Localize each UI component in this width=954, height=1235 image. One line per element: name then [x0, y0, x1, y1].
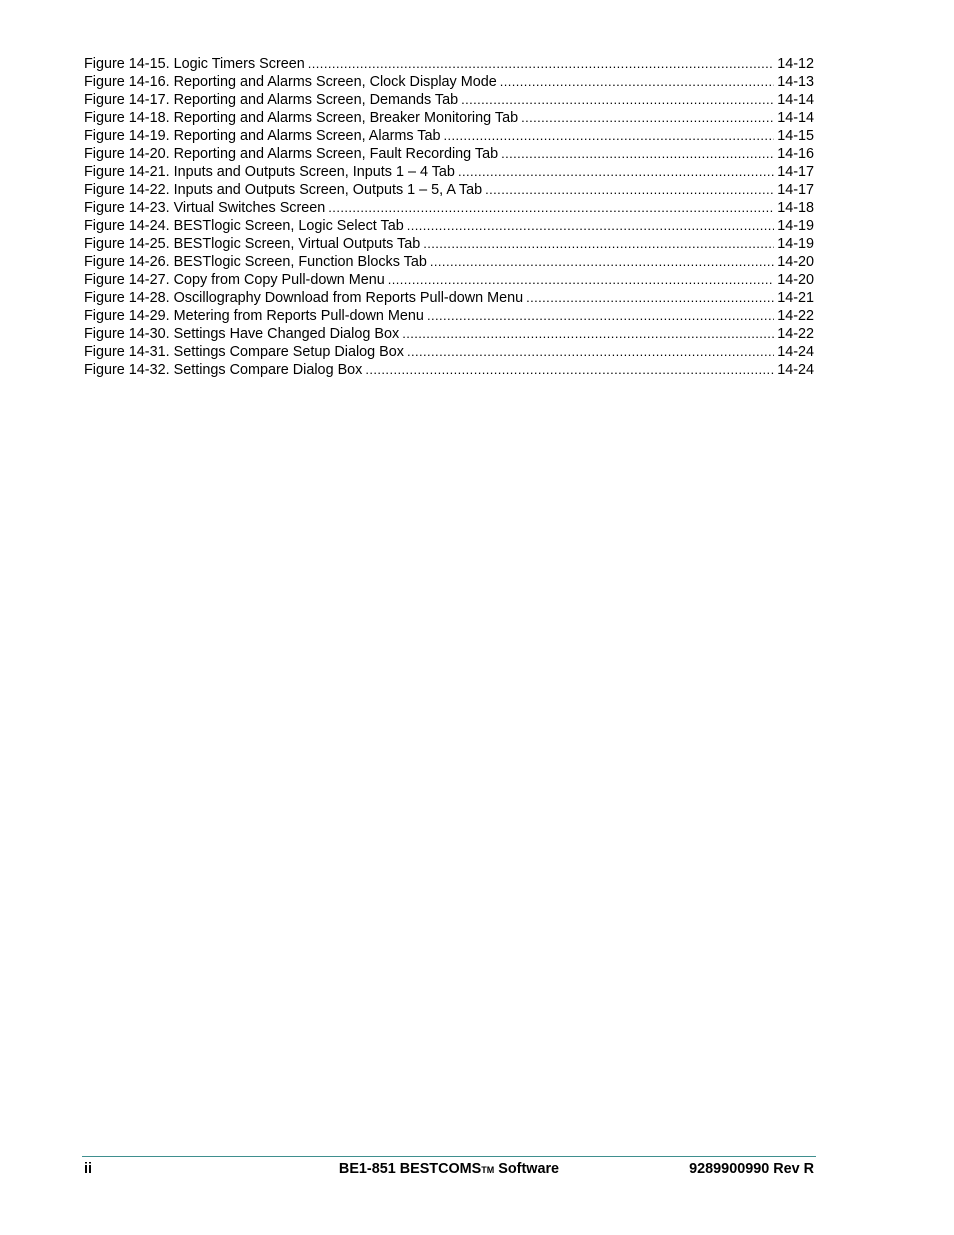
- toc-entry-page: 14-12: [777, 56, 814, 72]
- toc-dot-leader: [461, 91, 774, 109]
- toc-entry-page: 14-17: [777, 164, 814, 180]
- toc-dot-leader: [365, 361, 774, 379]
- toc-entry-title: Figure 14-25. BESTlogic Screen, Virtual Outputs Tab: [84, 236, 421, 252]
- toc-dot-leader: [407, 343, 774, 361]
- toc-entry[interactable]: [84, 91, 814, 109]
- toc-entry[interactable]: [84, 289, 814, 307]
- toc-entry-title: Figure 14-28. Oscillography Download from Reports Pull-down Menu: [84, 290, 524, 306]
- toc-entry-page: 14-13: [777, 74, 814, 90]
- toc-entry-page: 14-19: [777, 218, 814, 234]
- toc-entry[interactable]: [84, 145, 814, 163]
- page-footer: [84, 1160, 814, 1178]
- toc-dot-leader: [328, 199, 774, 217]
- toc-entry-page: 14-24: [777, 362, 814, 378]
- table-of-figures: [84, 55, 814, 379]
- toc-dot-leader: [427, 307, 774, 325]
- toc-entry[interactable]: [84, 235, 814, 253]
- toc-entry-page: 14-24: [777, 344, 814, 360]
- toc-entry-title: Figure 14-29. Metering from Reports Pull-down Menu: [84, 308, 424, 324]
- toc-entry-page: 14-15: [777, 128, 814, 144]
- toc-entry-title: Figure 14-22. Inputs and Outputs Screen, Outputs 1 – 5, A Tab: [84, 182, 483, 198]
- toc-entry-title: Figure 14-15. Logic Timers Screen: [84, 56, 305, 72]
- toc-dot-leader: [407, 217, 774, 235]
- toc-entry[interactable]: [84, 361, 814, 379]
- toc-dot-leader: [308, 55, 774, 73]
- toc-entry-page: 14-20: [777, 254, 814, 270]
- toc-entry[interactable]: [84, 55, 814, 73]
- footer-page-number: ii: [84, 1161, 92, 1177]
- toc-entry-page: 14-14: [777, 92, 814, 108]
- toc-dot-leader: [430, 253, 774, 271]
- toc-dot-leader: [500, 73, 774, 91]
- toc-dot-leader: [443, 127, 774, 145]
- toc-entry[interactable]: [84, 73, 814, 91]
- toc-entry-page: 14-22: [777, 308, 814, 324]
- toc-entry[interactable]: [84, 199, 814, 217]
- toc-entry-page: 14-16: [777, 146, 814, 162]
- toc-entry[interactable]: [84, 253, 814, 271]
- toc-dot-leader: [402, 325, 774, 343]
- toc-entry-page: 14-20: [777, 272, 814, 288]
- toc-entry-title: Figure 14-30. Settings Have Changed Dialog Box: [84, 326, 400, 342]
- toc-entry[interactable]: [84, 109, 814, 127]
- toc-entry-page: 14-17: [777, 182, 814, 198]
- toc-entry[interactable]: [84, 163, 814, 181]
- toc-entry-title: Figure 14-31. Settings Compare Setup Dialog Box: [84, 344, 404, 360]
- toc-entry[interactable]: [84, 343, 814, 361]
- toc-entry-page: 14-14: [777, 110, 814, 126]
- toc-entry-title: Figure 14-20. Reporting and Alarms Screen, Fault Recording Tab: [84, 146, 499, 162]
- toc-entry-title: Figure 14-23. Virtual Switches Screen: [84, 200, 326, 216]
- toc-dot-leader: [423, 235, 774, 253]
- toc-entry[interactable]: [84, 271, 814, 289]
- toc-entry-title: Figure 14-18. Reporting and Alarms Screen, Breaker Monitoring Tab: [84, 110, 519, 126]
- toc-entry-title: Figure 14-27. Copy from Copy Pull-down Menu: [84, 272, 385, 288]
- toc-entry-title: Figure 14-21. Inputs and Outputs Screen, Inputs 1 – 4 Tab: [84, 164, 455, 180]
- toc-dot-leader: [485, 181, 774, 199]
- toc-entry-title: Figure 14-24. BESTlogic Screen, Logic Select Tab: [84, 218, 404, 234]
- toc-entry[interactable]: [84, 307, 814, 325]
- toc-dot-leader: [521, 109, 774, 127]
- toc-entry-title: Figure 14-17. Reporting and Alarms Screen, Demands Tab: [84, 92, 459, 108]
- toc-entry-title: Figure 14-26. BESTlogic Screen, Function Blocks Tab: [84, 254, 427, 270]
- toc-entry[interactable]: [84, 127, 814, 145]
- toc-entry[interactable]: [84, 325, 814, 343]
- toc-entry[interactable]: [84, 217, 814, 235]
- toc-entry[interactable]: [84, 181, 814, 199]
- toc-entry-title: Figure 14-19. Reporting and Alarms Screen, Alarms Tab: [84, 128, 441, 144]
- toc-dot-leader: [388, 271, 774, 289]
- footer-product-prefix: BE1-851 BESTCOMS: [338, 1161, 482, 1177]
- footer-trademark: TM: [481, 1165, 495, 1175]
- toc-entry-title: Figure 14-16. Reporting and Alarms Screen, Clock Display Mode: [84, 74, 497, 90]
- toc-entry-page: 14-18: [777, 200, 814, 216]
- toc-entry-page: 14-21: [777, 290, 814, 306]
- toc-dot-leader: [526, 289, 774, 307]
- footer-doc-number: 9289900990 Rev R: [689, 1161, 814, 1177]
- toc-entry-page: 14-22: [777, 326, 814, 342]
- toc-entry-title: Figure 14-32. Settings Compare Dialog Box: [84, 362, 363, 378]
- toc-dot-leader: [501, 145, 774, 163]
- footer-divider: [82, 1156, 816, 1157]
- toc-entry-page: 14-19: [777, 236, 814, 252]
- toc-dot-leader: [458, 163, 774, 181]
- footer-product-suffix: Software: [494, 1161, 560, 1177]
